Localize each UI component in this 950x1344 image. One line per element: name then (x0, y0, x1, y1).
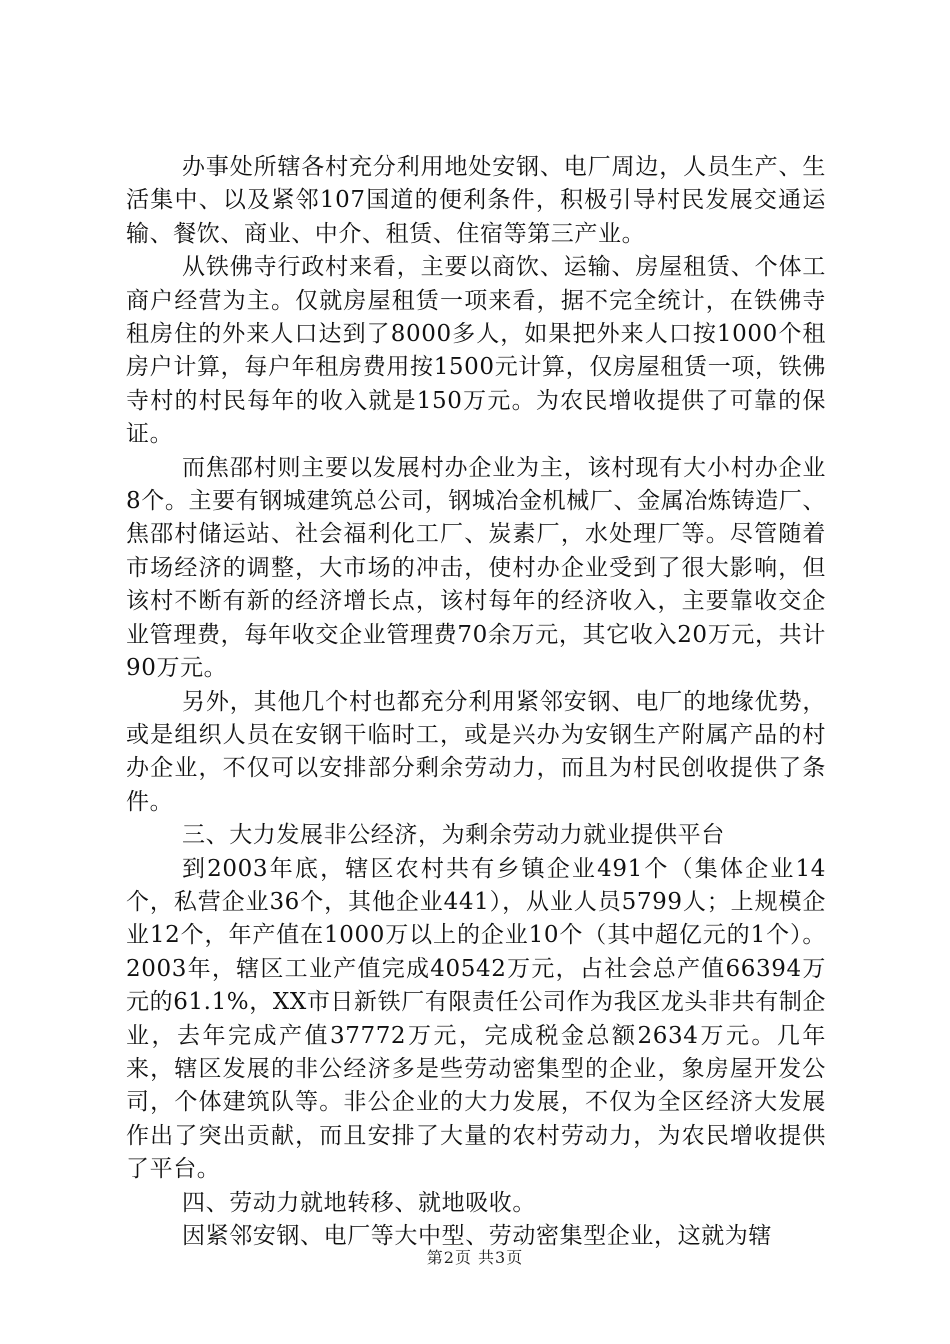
paragraph-local-transfer: 因紧邻安钢、电厂等大中型、劳动密集型企业，这就为辖 (182, 1223, 772, 1249)
paragraph-third-industry: 办事处所辖各村充分利用地处安钢、电厂周边，人员生产、生活集中、以及紧邻107国道的便利条件，积极引导村民发展交通运输、餐饮、商业、中介、租赁、住宿等第三产业。 (126, 154, 826, 247)
section-heading-four: 四、劳动力就地转移、就地吸收。 (182, 1189, 536, 1216)
paragraph-tiefosi-village: 从铁佛寺行政村来看，主要以商饮、运输、房屋租赁、个体工商户经营为主。仅就房屋租赁一项来看，据不完全统计，在铁佛寺租房住的外来人口达到了8000多人，如果把外来人口按1000个租房户计算，每户年租房费用按1500元计算，仅房屋租赁一项，铁佛寺村的村民每年的收入就是150万元。为农民增收提供了可靠的保证。 (126, 254, 826, 448)
document-body (126, 151, 826, 1253)
page-number-footer: 第2页 共3页 (426, 1248, 524, 1267)
paragraph-non-public-economy: 到2003年底，辖区农村共有乡镇企业491个（集体企业14个，私营企业36个，其他企业441），从业人员5799人；上规模企业12个，年产值在1000万以上的企业10个（其中超亿元的1个）。2003年，辖区工业产值完成40542万元，占社会总产值66394万元的61.1%，XX市日新铁厂有限责任公司作为我区龙头非共有制企业，去年完成产值37772万元，完成税金总额2634万元。几年来，辖区发展的非公经济多是些劳动密集型的企业，象房屋开发公司，个体建筑队等。非公企业的大力发展，不仅为全区经济大发展作出了突出贡献，而且安排了大量的农村劳动力，为农民增收提供了平台。 (126, 855, 827, 1183)
paragraph-other-villages: 另外，其他几个村也都充分利用紧邻安钢、电厂的地缘优势，或是组织人员在安钢干临时工，或是兴办为安钢生产附属产品的村办企业，不仅可以安排部分剩余劳动力，而且为村民创收提供了条件。 (126, 688, 826, 815)
paragraph-jiaoshao-village: 而焦邵村则主要以发展村办企业为主，该村现有大小村办企业8个。主要有钢城建筑总公司，钢城冶金机械厂、金属冶炼铸造厂、焦邵村储运站、社会福利化工厂、炭素厂，水处理厂等。尽管随着市场经济的调整，大市场的冲击，使村办企业受到了很大影响，但该村不断有新的经济增长点，该村每年的经济收入，主要靠收交企业管理费，每年收交企业管理费70余万元，其它收入20万元，共计90万元。 (126, 454, 826, 682)
section-heading-three: 三、大力发展非公经济，为剩余劳动力就业提供平台 (182, 822, 725, 849)
